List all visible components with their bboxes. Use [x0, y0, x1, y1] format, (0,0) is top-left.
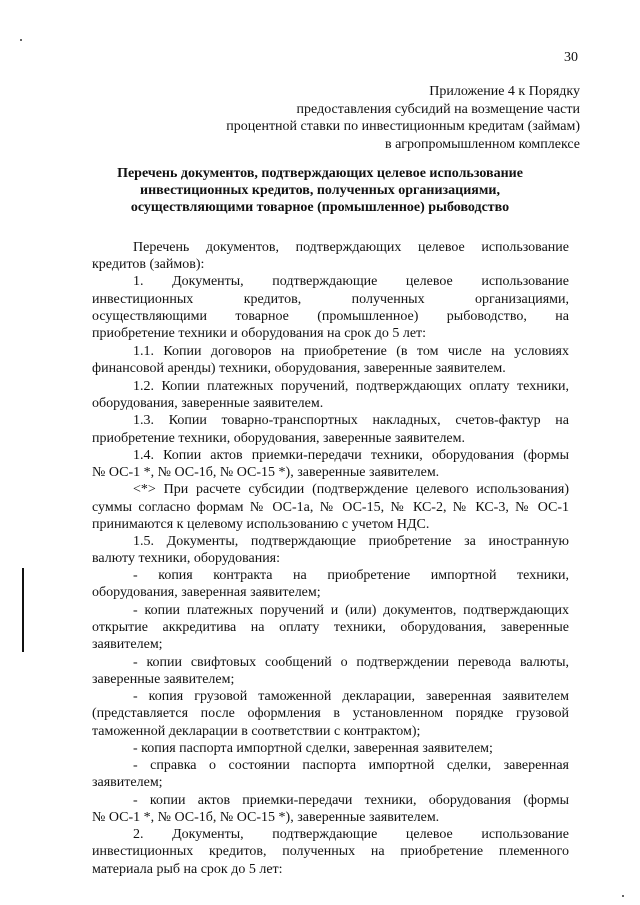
body-line: принимаются к целевому использованию с учетом НДС. [92, 517, 430, 532]
body-line: - копии свифтовых сообщений о подтверждении перевода валюты, [133, 655, 569, 670]
body-line: заявителем; [92, 775, 163, 790]
body-line: осуществляющими товарное (промышленное) рыбоводство, на [92, 309, 569, 324]
body-line: 1.3. Копии товарно-транспортных накладных, счетов-фактур на [133, 413, 569, 428]
title-line: Перечень документов, подтверждающих целевое использование [117, 166, 523, 181]
body-line: заявителем; [92, 637, 163, 652]
document-title [60, 165, 580, 216]
body-line: 1.4. Копии актов приемки-передачи техники, оборудования (формы [133, 448, 569, 463]
body-line: - копия паспорта импортной сделки, заверенная заявителем; [133, 741, 493, 756]
body-line: - копии актов приемки-передачи техники, оборудования (формы [133, 793, 569, 808]
body-line: № ОС-1 *, № ОС-1б, № ОС-15 *), заверенные заявителем. [92, 465, 440, 480]
body-line: оборудования, заверенные заявителем. [92, 396, 324, 411]
body-line: материала рыб на срок до 5 лет: [92, 862, 283, 877]
page-number: 30 [564, 50, 578, 65]
body-line: № ОС-1 *, № ОС-1б, № ОС-15 *), заверенные заявителем. [92, 810, 440, 825]
body-line: финансовой аренды) техники, оборудования, заверенные заявителем. [92, 361, 506, 376]
margin-mark [22, 568, 24, 652]
body-line: заверенные заявителем; [92, 672, 235, 687]
body-line: приобретение техники, оборудования, заверенные заявителем. [92, 431, 466, 446]
appendix-line: процентной ставки по инвестиционным кредитам (займам) [226, 119, 580, 134]
body-line: 1.1. Копии договоров на приобретение (в том числе на условиях [133, 344, 569, 359]
scan-speck [20, 39, 22, 41]
body-line: <*> При расчете субсидии (подтверждение целевого использования) [133, 482, 569, 497]
body-line: Перечень документов, подтверждающих целевое использование [133, 240, 569, 255]
title-line: осуществляющими товарное (промышленное) рыбоводство [130, 200, 510, 215]
body-line: 1.2. Копии платежных поручений, подтверждающих оплату техники, [133, 379, 569, 394]
body-line: приобретение техники и оборудования на срок до 5 лет: [92, 326, 427, 341]
body-line: таможенной декларации в соответствии с контрактом); [92, 724, 421, 739]
body-line: 1. Документы, подтверждающие целевое использование [133, 274, 569, 289]
title-line: инвестиционных кредитов, полученных организациями, [140, 183, 500, 198]
body-line: кредитов (займов): [92, 257, 205, 272]
appendix-line: Приложение 4 к Порядку [429, 84, 580, 99]
appendix-header [226, 83, 580, 153]
body-line: - справка о состоянии паспорта импортной сделки, заверенная [133, 758, 569, 773]
body-line: инвестиционных кредитов, полученных на приобретение племенного [92, 844, 569, 859]
body-line: инвестиционных кредитов, полученных организациями, [92, 292, 569, 307]
body-line: оборудования, заверенная заявителем; [92, 585, 321, 600]
appendix-line: в агропромышленном комплексе [384, 136, 580, 152]
scan-speck [622, 895, 624, 897]
body-line: валюту техники, оборудования: [92, 551, 281, 566]
body-line: (представляется после оформления в установленном порядке грузовой [92, 706, 569, 721]
body-line: - копия контракта на приобретение импортной техники, [133, 568, 569, 583]
body-line: суммы согласно формам № ОС-1а, № ОС-15, № КС-2, № КС-3, № ОС-1 [92, 500, 569, 515]
body-line: - копии платежных поручений и (или) документов, подтверждающих [133, 603, 569, 618]
body-line: 1.5. Документы, подтверждающие приобретение за иностранную [133, 534, 569, 549]
appendix-line: предоставления субсидий на возмещение части [296, 101, 580, 117]
body-line: открытие аккредитива на оплату техники, оборудования, заверенные [92, 620, 569, 635]
body-line: - копия грузовой таможенной декларации, заверенная заявителем [133, 689, 569, 704]
body-line: 2. Документы, подтверждающие целевое использование [133, 827, 569, 842]
